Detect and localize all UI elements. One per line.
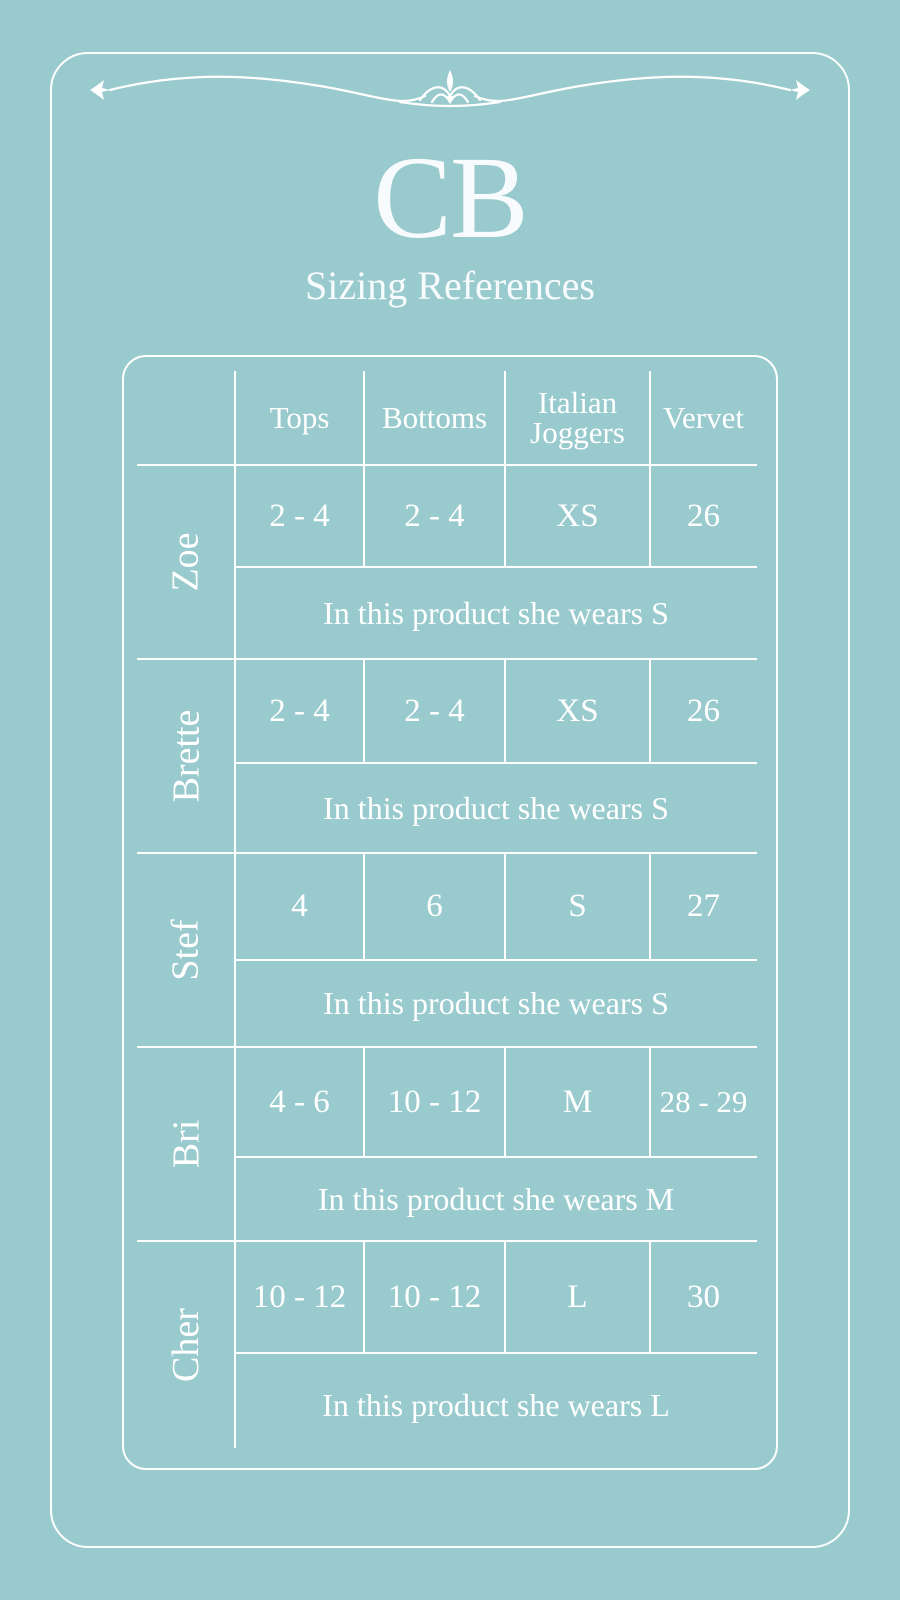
column-header-italian-joggers: Italian Joggers [530,385,625,450]
row-note: In this product she wears L [322,1387,670,1423]
table-cell: XS [556,692,599,729]
table-cell: 4 - 6 [269,1083,330,1120]
table-cell: 10 - 12 [252,1278,347,1315]
row-note: In this product she wears S [323,789,669,826]
table-cell: L [567,1278,588,1315]
table-cell: M [562,1083,593,1120]
page-title: Sizing References [305,263,595,308]
row-name-stef: Stef [165,919,207,981]
row-note: In this product she wears S [323,985,669,1021]
flourish-ornament-icon [80,68,820,118]
table-cell: S [568,888,587,924]
column-header-bottoms: Bottoms [381,400,488,435]
table-cell: XS [556,497,599,534]
table-cell: 28 - 29 [659,1084,748,1119]
table-cell: 27 [687,888,720,924]
table-cell: 10 - 12 [387,1278,482,1315]
column-header-tops: Tops [269,400,330,435]
row-name-zoe: Zoe [164,532,207,592]
table-cell: 2 - 4 [404,497,465,534]
brand-logo: CB [373,132,527,263]
row-name-cher: Cher [165,1307,207,1382]
row-note: In this product she wears M [317,1180,675,1217]
table-cell: 2 - 4 [269,497,330,534]
table-cell: 6 [426,888,443,924]
table-cell: 2 - 4 [269,692,330,729]
row-name-bri: Bri [165,1119,207,1169]
column-header-vervet: Vervet [663,400,744,435]
row-note: In this product she wears S [323,594,669,631]
table-cell: 2 - 4 [404,692,465,729]
table-cell: 26 [687,692,720,729]
table-cell: 30 [687,1278,720,1315]
table-cell: 10 - 12 [387,1083,482,1120]
table-cell: 26 [687,497,720,534]
row-name-brette: Brette [164,709,207,803]
table-cell: 4 [291,888,308,924]
